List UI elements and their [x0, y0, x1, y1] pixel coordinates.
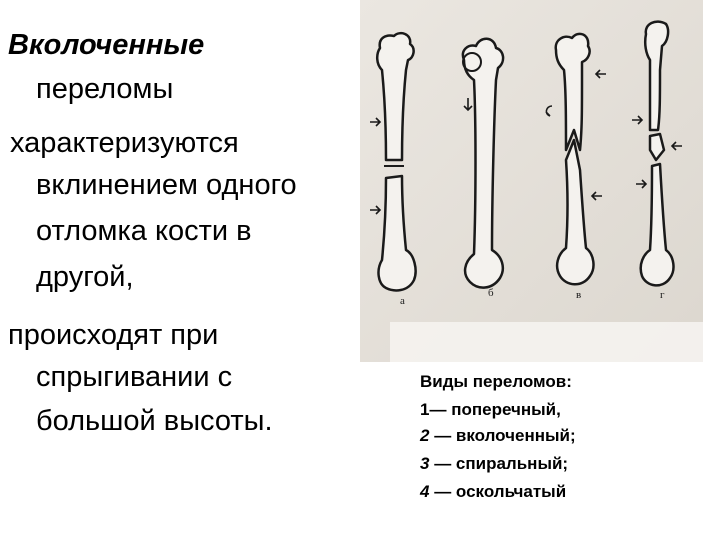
description-line: переломы — [36, 73, 174, 105]
label-a: а — [400, 295, 405, 307]
label-b: б — [488, 287, 494, 299]
description-line: большой высоты. — [36, 405, 273, 437]
description-line: характеризуются — [10, 127, 239, 159]
bones-illustration — [360, 0, 703, 362]
label-c: в — [576, 289, 582, 301]
description-line: происходят при — [8, 319, 219, 351]
caption-item-number: 4 — [420, 482, 430, 501]
caption-item — [420, 424, 576, 448]
caption-item — [420, 398, 561, 422]
label-d: г — [660, 289, 665, 301]
caption-item-text: — оскольчатый — [429, 482, 567, 501]
description-line: отломка кости в — [36, 215, 252, 247]
caption-item-number: 2 — [420, 426, 430, 445]
description-title: Вколоченные — [8, 29, 205, 61]
description-line: спрыгивании с — [36, 361, 233, 393]
caption-item-number: 1 — [420, 400, 430, 419]
caption-item-number: 3 — [420, 454, 430, 473]
caption-item-text: — вколоченный; — [429, 426, 576, 445]
caption-item-text: — поперечный, — [429, 400, 561, 419]
caption-title: Виды переломов: — [420, 372, 572, 391]
description-line: вклинением одного — [36, 169, 297, 201]
caption-item — [420, 480, 566, 504]
description-line: другой, — [36, 261, 134, 293]
caption-item-text: — спиральный; — [429, 454, 569, 473]
fracture-types-figure — [360, 0, 703, 362]
caption-item — [420, 452, 568, 476]
